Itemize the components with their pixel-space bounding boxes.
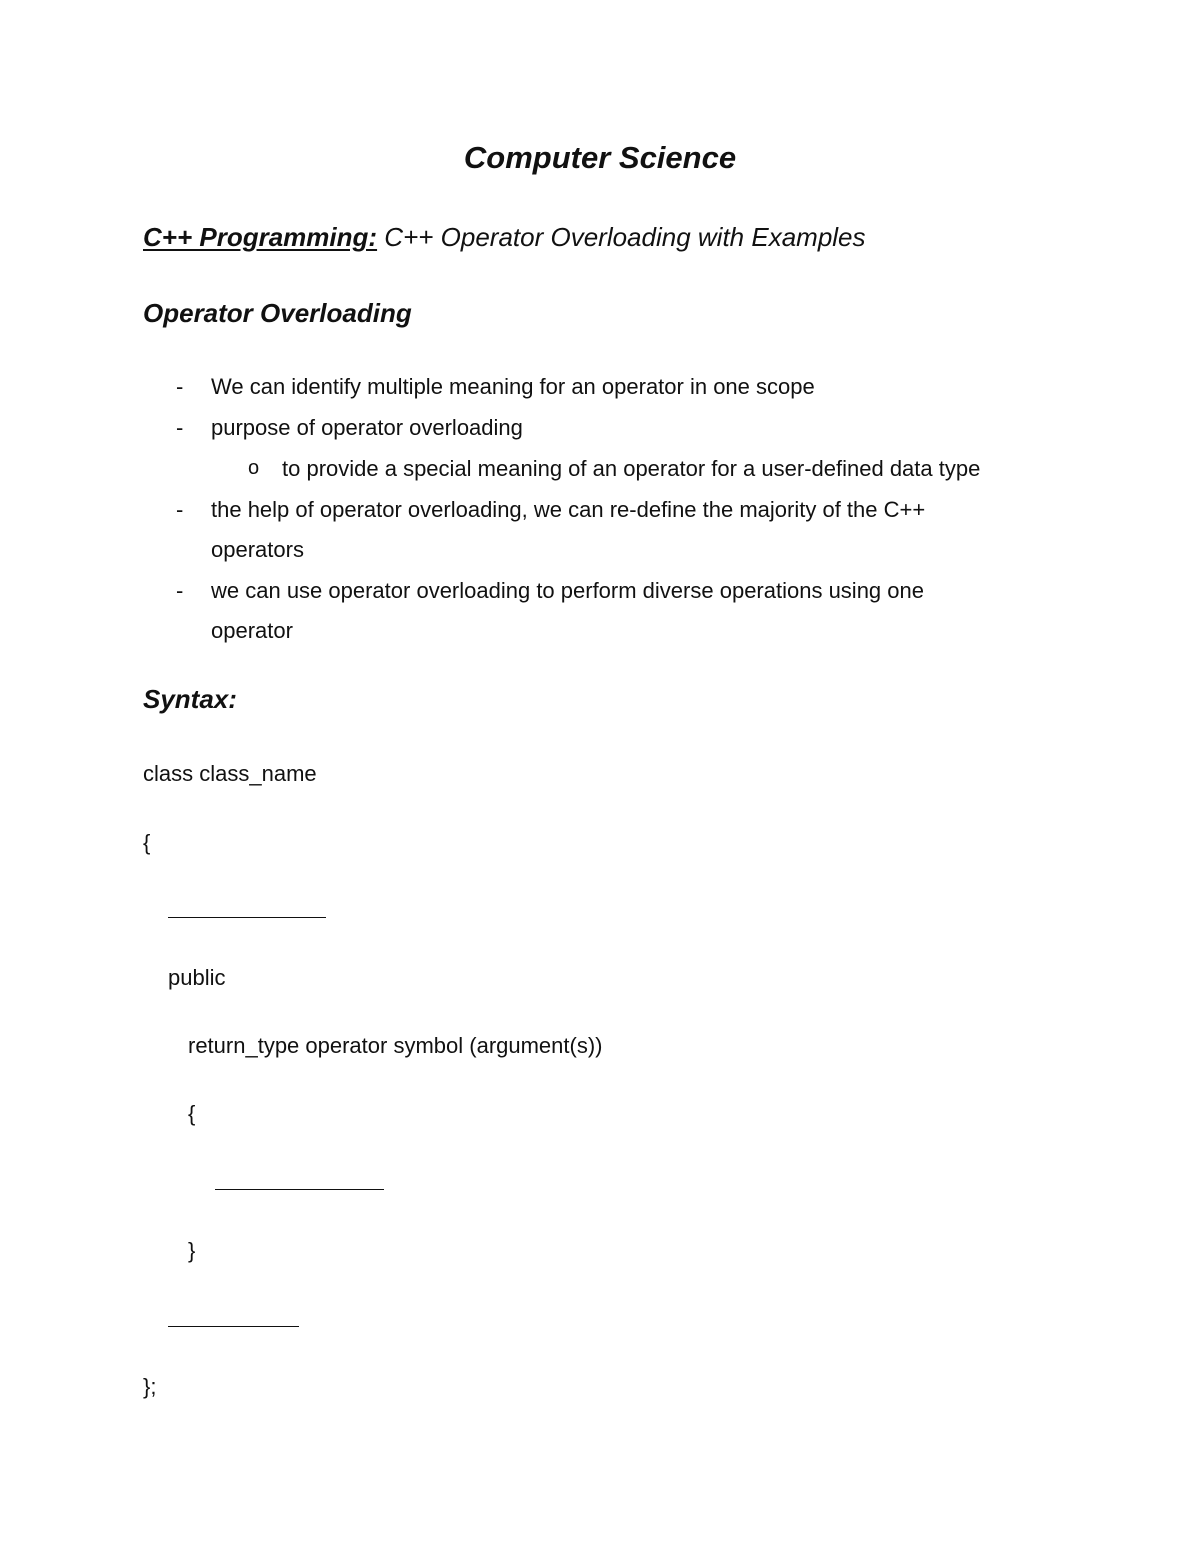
code-line: } [188, 1238, 196, 1263]
bullet-marker: - [176, 374, 184, 399]
code-line: class class_name [143, 761, 317, 786]
bullet-text: purpose of operator overloading [211, 415, 523, 440]
code-line: return_type operator symbol (argument(s)) [188, 1033, 603, 1058]
subtitle-text: C++ Operator Overloading with Examples [377, 222, 866, 252]
fill-in-blank-line [168, 1326, 299, 1327]
bullet-text: We can identify multiple meaning for an operator in one scope [211, 374, 815, 399]
bullet-text-continued: operator [211, 618, 293, 643]
fill-in-blank-line [215, 1189, 384, 1190]
sub-bullet-marker: o [248, 457, 260, 479]
code-line: public [168, 965, 226, 990]
bullet-marker: - [176, 415, 184, 440]
bullet-text: we can use operator overloading to perform diverse operations using one [211, 578, 924, 603]
code-line: { [188, 1101, 196, 1126]
bullet-text: the help of operator overloading, we can re-define the majority of the C++ [211, 497, 926, 522]
document-subtitle [143, 222, 866, 253]
bullet-marker: - [176, 578, 184, 603]
sub-bullet-text: to provide a special meaning of an operator for a user-defined data type [282, 456, 981, 481]
code-line: { [143, 830, 151, 855]
section-heading-syntax: Syntax: [143, 684, 237, 714]
document-title: Computer Science [463, 140, 737, 175]
fill-in-blank-line [168, 917, 326, 918]
subtitle-label: C++ Programming: [143, 222, 378, 252]
bullet-text-continued: operators [211, 537, 304, 562]
code-line: }; [143, 1374, 157, 1399]
section-heading-operator-overloading: Operator Overloading [143, 298, 412, 328]
bullet-marker: - [176, 497, 184, 522]
